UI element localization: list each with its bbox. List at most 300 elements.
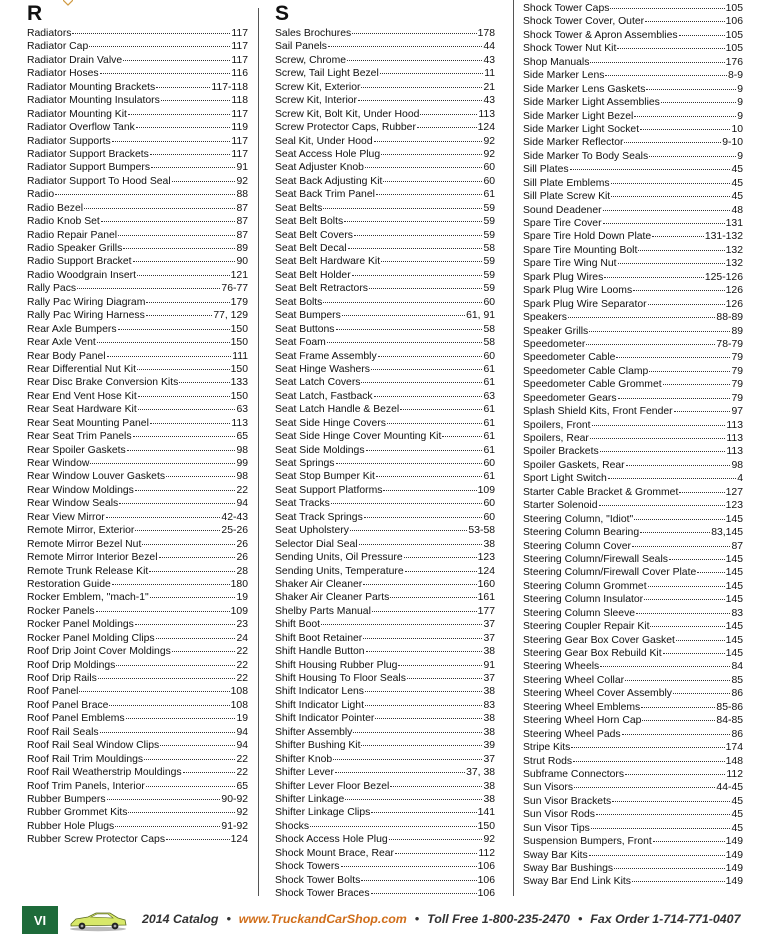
entry-name: Starter Solenoid	[523, 500, 598, 512]
entry-name: Shift Handle Button	[275, 646, 365, 658]
index-entry	[27, 148, 248, 161]
entry-page-number: 45	[731, 822, 743, 834]
entry-name: Shift Indicator Pointer	[275, 713, 375, 725]
entry-page-number: 105	[725, 43, 743, 55]
entry-name: Seat Foam	[275, 337, 326, 349]
dot-leader	[361, 880, 476, 881]
index-entry	[523, 284, 743, 297]
entry-page-number: 161	[477, 592, 495, 604]
entry-name: Screw Protector Caps, Rubber	[275, 122, 416, 134]
dot-leader	[641, 707, 715, 708]
entry-page-number: 149	[725, 849, 743, 861]
entry-name: Radiator Mounting Insulators	[27, 95, 160, 107]
entry-page-number: 85	[731, 674, 743, 686]
entry-name: Rocker Panel Molding Clips	[27, 632, 155, 644]
index-entry	[27, 699, 248, 712]
index-entry	[275, 135, 495, 148]
entry-page-number: 26	[236, 552, 248, 564]
entry-page-number: 25-26	[221, 525, 248, 537]
entry-page-number: 45	[731, 164, 743, 176]
index-entry	[523, 365, 743, 378]
entry-page-number: 44	[483, 41, 495, 53]
dot-leader	[610, 8, 724, 9]
entry-name: Radio Knob Set	[27, 216, 100, 228]
entry-page-number: 145	[725, 621, 743, 633]
index-entry	[27, 376, 248, 389]
index-entry	[27, 121, 248, 134]
entry-page-number: 98	[236, 471, 248, 483]
index-entry	[27, 444, 248, 457]
column-divider	[258, 8, 259, 896]
entry-page-number: 60	[483, 458, 495, 469]
entry-name: Shock Tower Bolts	[275, 874, 361, 886]
entry-page-number: 23	[236, 619, 248, 631]
dot-leader	[123, 60, 230, 61]
dot-leader	[72, 33, 230, 34]
entry-name: Side Marker Lens	[523, 70, 605, 82]
entry-name: Shock Tower & Apron Assemblies	[523, 29, 678, 41]
index-entry	[27, 161, 248, 174]
dot-leader	[323, 208, 482, 209]
entry-page-number: 126	[725, 298, 743, 310]
dot-leader	[383, 181, 482, 182]
index-entry	[27, 659, 248, 672]
entry-name: Radiator Mounting Brackets	[27, 81, 156, 93]
index-entry	[275, 444, 495, 457]
entry-page-number: 179	[230, 296, 248, 308]
entry-name: Seat Hinge Washers	[275, 363, 370, 375]
entry-page-number: 180	[230, 578, 248, 590]
entry-name: Screw, Chrome	[275, 54, 347, 66]
entry-page-number: 79	[731, 365, 743, 377]
footer-bullet: •	[577, 912, 583, 926]
index-entry	[523, 660, 743, 673]
entry-name: Radiator Support Brackets	[27, 148, 149, 160]
dot-leader	[137, 275, 230, 276]
index-entry	[27, 551, 248, 564]
entry-page-number: 45	[731, 795, 743, 807]
entry-page-number: 38	[483, 538, 495, 550]
dot-leader	[366, 450, 483, 451]
index-entry	[27, 820, 248, 833]
entry-page-number: 63	[483, 390, 495, 402]
entry-name: Rear Seat Trim Panels	[27, 431, 132, 443]
entry-page-number: 60	[483, 350, 495, 362]
index-entry	[523, 15, 743, 28]
dot-leader	[638, 250, 724, 251]
entry-page-number: 98	[731, 459, 743, 471]
index-entry	[27, 108, 248, 121]
dot-leader	[652, 236, 704, 237]
entry-page-number: 9	[737, 83, 743, 95]
entry-name: Seat Belts	[275, 202, 323, 214]
entry-name: Steering Wheel Horn Cap	[523, 715, 642, 727]
entry-page-number: 117	[231, 108, 248, 120]
entry-name: Shift Indicator Lens	[275, 686, 364, 698]
entry-page-number: 98	[236, 444, 248, 456]
entry-page-number: 132	[725, 244, 743, 256]
entry-name: Seat Latch, Fastback	[275, 390, 373, 402]
dot-leader	[617, 48, 724, 49]
dot-leader	[390, 597, 476, 598]
entry-page-number: 63	[236, 404, 248, 416]
index-entry	[275, 672, 495, 685]
entry-name: Spark Plug Wire Looms	[523, 285, 633, 297]
index-entry	[523, 459, 743, 472]
dot-leader	[365, 691, 482, 692]
entry-page-number: 26	[236, 538, 248, 550]
entry-name: Steering Wheel Pads	[523, 728, 621, 740]
dot-leader	[676, 640, 725, 641]
index-entry	[27, 175, 248, 188]
entry-page-number: 88	[236, 189, 248, 201]
index-entry	[523, 2, 743, 15]
entry-name: Restoration Guide	[27, 578, 111, 590]
dot-leader	[592, 425, 726, 426]
index-entry	[275, 887, 495, 900]
entry-name: Seat Belt Holder	[275, 269, 351, 281]
entry-page-number: 61	[483, 363, 495, 375]
dot-leader	[400, 409, 482, 410]
entry-name: Sill Plates	[523, 164, 569, 176]
dot-leader	[571, 747, 724, 748]
index-entry	[275, 484, 495, 497]
entry-name: Radiator Cap	[27, 41, 89, 53]
dot-leader	[624, 142, 721, 143]
dot-leader	[333, 759, 482, 760]
dot-leader	[589, 331, 730, 332]
index-entry	[275, 27, 495, 40]
index-entry	[523, 875, 743, 888]
fax-number: Fax Order 1-714-771-0407	[590, 912, 741, 926]
index-entry	[27, 296, 248, 309]
index-entry	[275, 255, 495, 268]
dot-leader	[133, 436, 236, 437]
entry-name: Shocks	[275, 820, 310, 832]
dot-leader	[146, 302, 229, 303]
entry-name: Steering Column Sleeve	[523, 607, 636, 619]
entry-page-number: 61	[483, 431, 495, 443]
dot-leader	[376, 194, 483, 195]
entry-name: Sales Brochures	[275, 28, 352, 39]
dot-leader	[156, 87, 210, 88]
dot-leader	[116, 665, 235, 666]
index-entry	[27, 27, 248, 40]
index-entry	[275, 363, 495, 376]
footer-bullet: •	[414, 912, 420, 926]
entry-page-number: 37	[483, 753, 495, 765]
entry-name: Rocker Panel Moldings	[27, 619, 134, 631]
dot-leader	[156, 638, 236, 639]
entry-page-number: 150	[230, 390, 248, 402]
dot-leader	[389, 839, 483, 840]
dot-leader	[390, 786, 482, 787]
dot-leader	[640, 129, 730, 130]
entry-name: Shifter Lever	[275, 767, 334, 779]
entry-page-number: 44-45	[716, 782, 743, 794]
entry-page-number: 109	[230, 605, 248, 617]
index-entry	[27, 269, 248, 282]
index-entry	[523, 419, 743, 432]
entry-page-number: 150	[477, 820, 495, 832]
index-entry	[523, 351, 743, 364]
entry-page-number: 9	[737, 97, 743, 109]
dot-leader	[149, 571, 235, 572]
entry-name: Shaker Air Cleaner	[275, 578, 363, 590]
index-entry	[523, 714, 743, 727]
entry-name: Strut Rods	[523, 755, 573, 767]
entry-page-number: 106	[725, 16, 743, 28]
entry-name: Radiator Drain Valve	[27, 54, 123, 66]
dot-leader	[590, 438, 726, 439]
entry-name: Speedometer	[523, 338, 586, 350]
entry-page-number: 87	[236, 229, 248, 241]
entry-page-number: 61	[483, 404, 495, 416]
entry-name: Remote Mirror, Exterior	[27, 525, 135, 537]
entry-page-number: 59	[483, 283, 495, 295]
entry-page-number: 133	[230, 377, 248, 389]
dot-leader	[342, 315, 465, 316]
entry-name: Radiator Support Bumpers	[27, 162, 151, 174]
entry-name: Sending Units, Oil Pressure	[275, 552, 403, 564]
dot-leader	[146, 315, 213, 316]
entry-name: Sway Bar Kits	[523, 849, 588, 861]
index-entry	[275, 860, 495, 873]
entry-page-number: 4	[737, 473, 743, 485]
dot-leader	[605, 75, 727, 76]
dot-leader	[136, 127, 231, 128]
index-entry	[275, 40, 495, 53]
entry-name: Radio Bezel	[27, 202, 84, 214]
index-entry	[275, 645, 495, 658]
dot-leader	[608, 478, 736, 479]
index-entry	[275, 833, 495, 846]
entry-page-number: 22	[236, 767, 248, 779]
entry-name: Sun Visor Tips	[523, 822, 590, 834]
entry-name: Rear Spoiler Gaskets	[27, 444, 126, 456]
entry-page-number: 61	[483, 377, 495, 389]
dot-leader	[673, 693, 730, 694]
index-entry	[275, 269, 495, 282]
entry-name: Seat Bolts	[275, 296, 323, 308]
dot-leader	[363, 584, 476, 585]
dot-leader	[442, 436, 482, 437]
index-entry	[275, 161, 495, 174]
dot-leader	[642, 720, 715, 721]
entry-page-number: 79	[731, 379, 743, 391]
entry-name: Seat Back Adjusting Kit	[275, 175, 383, 187]
index-entry	[523, 123, 743, 136]
index-entry	[27, 188, 248, 201]
dot-leader	[625, 680, 730, 681]
entry-name: Rear Body Panel	[27, 350, 106, 362]
dot-leader	[352, 33, 476, 34]
entry-name: Steering Column/Firewall Seals	[523, 553, 668, 565]
entry-page-number: 97	[731, 406, 743, 418]
entry-name: Roof Trim Panels, Interior	[27, 780, 145, 792]
index-entry	[27, 511, 248, 524]
index-entry	[523, 69, 743, 82]
index-entry	[275, 282, 495, 295]
entry-name: Shifter Lever Floor Bezel	[275, 780, 390, 792]
entry-page-number: 117-118	[211, 81, 248, 93]
index-entry	[27, 94, 248, 107]
entry-name: Radiator Mounting Kit	[27, 108, 127, 120]
dot-leader	[603, 210, 731, 211]
index-entry	[27, 417, 248, 430]
entry-page-number: 45	[731, 177, 743, 189]
dot-leader	[137, 369, 230, 370]
index-column-r	[27, 0, 248, 847]
entry-name: Steering Wheels	[523, 661, 600, 673]
entry-page-number: 79	[731, 392, 743, 404]
entry-name: Sill Plate Screw Kit	[523, 191, 611, 203]
toll-free-number: Toll Free 1-800-235-2470	[427, 912, 570, 926]
entry-page-number: 88-89	[716, 312, 743, 324]
entry-name: Radio	[27, 189, 55, 201]
entry-page-number: 83	[483, 699, 495, 711]
dot-leader	[380, 73, 483, 74]
entry-name: Rear Window Seals	[27, 498, 119, 510]
dot-leader	[634, 519, 724, 520]
entry-name: Shelby Parts Manual	[275, 605, 371, 617]
entry-name: Side Marker Light Assemblies	[523, 97, 660, 109]
dot-leader	[381, 261, 482, 262]
dot-leader	[118, 329, 230, 330]
entry-page-number: 124	[477, 122, 495, 134]
entry-page-number: 94	[236, 740, 248, 752]
index-entry	[523, 338, 743, 351]
entry-page-number: 60	[483, 175, 495, 187]
dot-leader	[663, 653, 725, 654]
entry-name: Spare Tire Cover	[523, 218, 602, 229]
entry-page-number: 9	[737, 110, 743, 122]
entry-page-number: 53-58	[468, 525, 495, 537]
index-entry	[27, 457, 248, 470]
entry-name: Spare Tire Hold Down Plate	[523, 231, 652, 243]
entry-name: Speaker Grills	[523, 325, 589, 337]
entry-name: Sun Visors	[523, 782, 574, 794]
entry-page-number: 21	[483, 81, 495, 93]
entry-name: Radio Repair Panel	[27, 229, 118, 241]
entry-name: Rear Seat Mounting Panel	[27, 417, 149, 429]
index-entry	[275, 793, 495, 806]
entry-page-number: 37	[483, 632, 495, 644]
dot-leader	[395, 853, 477, 854]
dot-leader	[150, 597, 236, 598]
dot-leader	[101, 221, 236, 222]
index-entry	[275, 551, 495, 564]
dot-leader	[618, 398, 731, 399]
column-divider	[513, 0, 514, 896]
index-entry	[275, 578, 495, 591]
website-link[interactable]: www.TruckandCarShop.com	[238, 912, 407, 926]
entry-name: Seat Track Springs	[275, 511, 363, 523]
dot-leader	[600, 666, 730, 667]
entry-name: Radio Speaker Grills	[27, 243, 123, 254]
index-entry	[275, 511, 495, 524]
dot-leader	[348, 248, 483, 249]
index-entry	[27, 739, 248, 752]
index-entry	[275, 242, 495, 255]
entry-name: Rear Window Moldings	[27, 484, 134, 496]
dot-leader	[328, 46, 482, 47]
entry-page-number: 92	[483, 834, 495, 846]
entry-name: Screw, Tail Light Bezel	[275, 68, 379, 80]
index-entry	[27, 430, 248, 443]
index-entry	[27, 336, 248, 349]
index-entry	[27, 578, 248, 591]
index-entry	[27, 497, 248, 510]
entry-page-number: 85-86	[716, 701, 743, 713]
index-entry	[27, 726, 248, 739]
entry-name: Side Marker Light Socket	[523, 123, 640, 135]
entry-name: Remote Mirror Interior Bezel	[27, 552, 158, 564]
entry-page-number: 58	[483, 323, 495, 335]
entry-name: Suspension Bumpers, Front	[523, 836, 652, 848]
dot-leader	[633, 290, 725, 291]
index-entry	[27, 81, 248, 94]
entry-page-number: 22	[236, 673, 248, 684]
index-entry	[27, 202, 248, 215]
dot-leader	[387, 423, 483, 424]
entry-name: Remote Mirror Bezel Nut	[27, 538, 142, 550]
entry-name: Seat Buttons	[275, 323, 335, 335]
dot-leader	[568, 317, 716, 318]
index-entry	[523, 486, 743, 499]
entry-page-number: 78-79	[716, 338, 743, 350]
dot-leader	[650, 626, 724, 627]
entry-name: Shifter Knob	[275, 753, 333, 765]
entry-page-number: 22	[236, 484, 248, 496]
index-entry	[27, 538, 248, 551]
entry-name: Steering Column Cover	[523, 540, 631, 552]
entry-name: Steering Column/Firewall Cover Plate	[523, 567, 697, 579]
dot-leader	[77, 288, 220, 289]
index-entry	[275, 350, 495, 363]
index-entry	[523, 42, 743, 55]
dot-leader	[611, 183, 731, 184]
dot-leader	[107, 799, 221, 800]
index-entry	[275, 766, 495, 779]
entry-name: Shock Access Hole Plug	[275, 834, 388, 846]
entry-page-number: 124	[477, 565, 495, 577]
dot-leader	[599, 505, 725, 506]
entry-name: Spoilers, Front	[523, 419, 591, 431]
entry-name: Rubber Grommet Kits	[27, 807, 128, 819]
dot-leader	[603, 223, 725, 224]
dot-leader	[378, 356, 483, 357]
entry-name: Steering Column Insulator	[523, 594, 644, 606]
index-entry	[523, 257, 743, 270]
dot-leader	[679, 492, 724, 493]
entry-name: Seal Kit, Under Hood	[275, 135, 373, 147]
dot-leader	[614, 868, 725, 869]
dot-leader	[420, 114, 477, 115]
dot-leader	[142, 544, 235, 545]
index-entry	[27, 793, 248, 806]
entry-page-number: 92	[236, 807, 248, 819]
entry-page-number: 87	[236, 202, 248, 214]
dot-leader	[626, 465, 731, 466]
entry-page-number: 87	[731, 540, 743, 552]
entry-page-number: 123	[725, 500, 743, 512]
entry-name: Seat Back Trim Panel	[275, 189, 375, 201]
index-entry	[275, 605, 495, 618]
entry-name: Rocker Panels	[27, 605, 95, 617]
entry-name: Rear Axle Vent	[27, 337, 96, 349]
entry-page-number: 38	[483, 686, 495, 698]
